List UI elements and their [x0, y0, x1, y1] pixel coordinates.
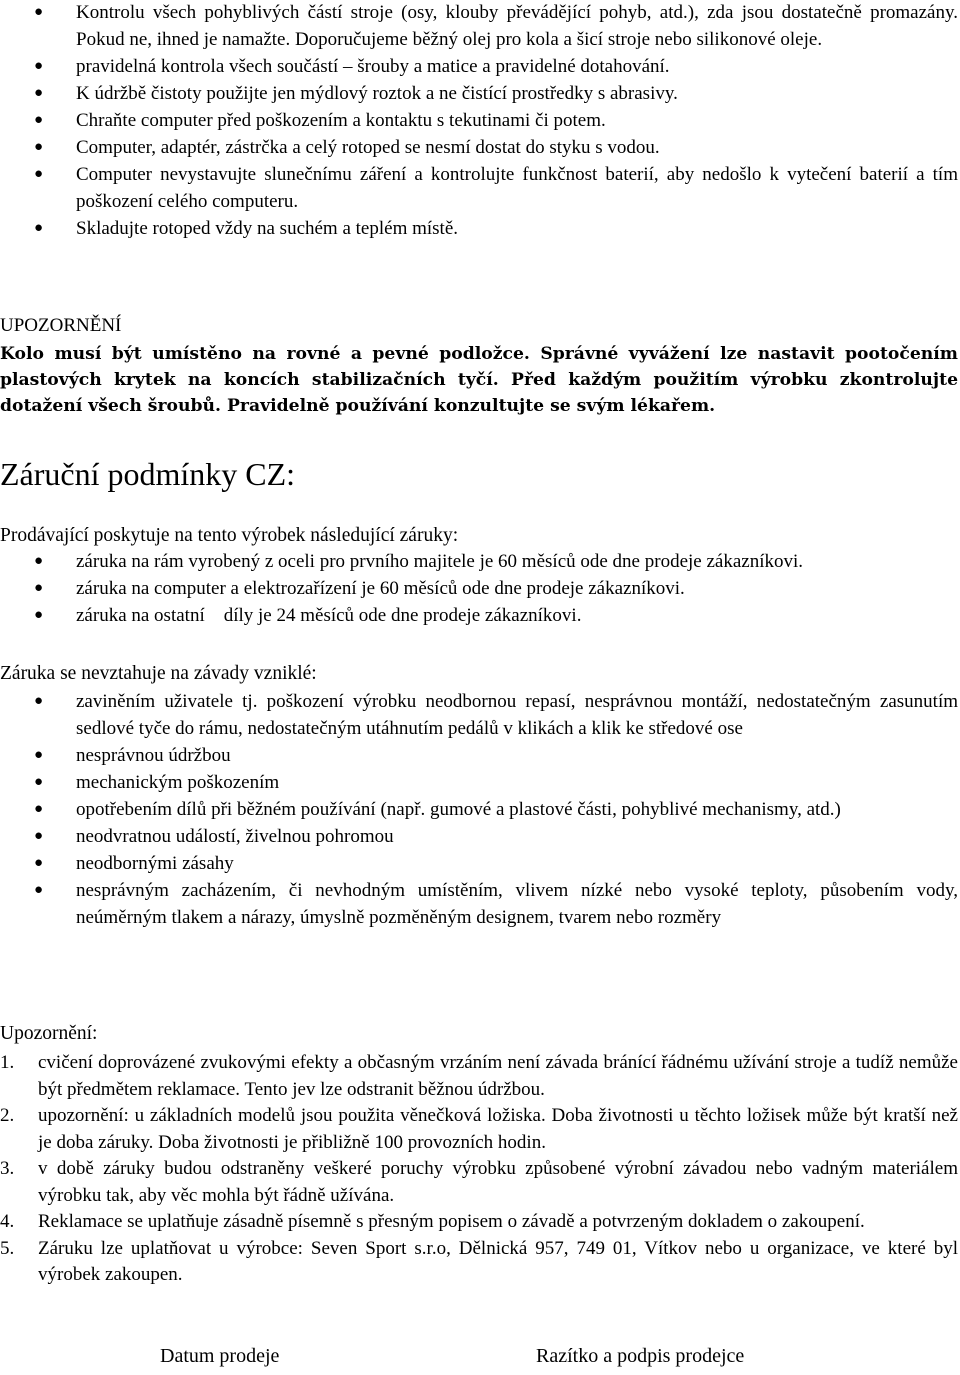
- bullet-icon: ●: [34, 4, 44, 20]
- list-item: ● Chraňte computer před poškozením a kontaktu s tekutinami či potem.: [0, 107, 960, 134]
- list-item: ● mechanickým poškozením: [0, 769, 960, 796]
- bullet-icon: ●: [34, 58, 44, 74]
- notice-title: Upozornění:: [0, 1023, 98, 1044]
- list-item: ● K údržbě čistoty použijte jen mýdlový roztok a ne čistící prostředky s abrasivy.: [0, 80, 960, 107]
- bullet-icon: ●: [34, 747, 44, 763]
- list-item: ● opotřebením dílů při běžném používání (např. gumové a plastové části, pohyblivé mechanismy, atd.): [0, 796, 960, 823]
- list-item: ● Kontrolu všech pohyblivých částí stroje (osy, klouby převádějící pohyb, atd.), zda jsou dostatečně promazány. Pokud ne, ihned je namažte. Doporučujeme běžný olej pro kola a šicí stroje nebo silikonové oleje.: [0, 0, 960, 53]
- item-number: 3.: [0, 1158, 15, 1179]
- sale-date-label: Datum prodeje: [160, 1345, 280, 1367]
- item-number: 5.: [0, 1237, 15, 1259]
- list-item: ● neodbornými zásahy: [0, 850, 960, 877]
- item-number: 4.: [0, 1211, 15, 1232]
- bullet-icon: ●: [34, 139, 44, 155]
- bullet-icon: ●: [34, 112, 44, 128]
- list-item: ● Computer nevystavujte slunečnímu záření a kontrolujte funkčnost baterií, aby nedošlo k vytečení baterií a tím poškození celého computeru.: [0, 161, 960, 215]
- list-item: 5. Záruku lze uplatňovat u výrobce: Seven Sport s.r.o, Dělnická 957, 749 01, Vítkov nebo u organizace, ve které byl výrobek zakoupen.: [0, 1237, 958, 1285]
- list-item: ● záruka na ostatní díly je 24 měsíců ode dne prodeje zákazníkovi.: [0, 602, 960, 629]
- list-item: ● záruka na computer a elektrozařízení je 60 měsíců ode dne prodeje zákazníkovi.: [0, 575, 960, 602]
- warranty-excluded-list: [0, 688, 960, 931]
- warning-title: UPOZORNĚNÍ: [0, 315, 122, 336]
- bullet-icon: ●: [34, 607, 44, 623]
- list-item: ● Computer, adaptér, zástrčka a celý rotoped se nesmí dostat do styku s vodou.: [0, 134, 960, 161]
- list-item: ● nesprávným zacházením, či nevhodným umístěním, vlivem nízké nebo vysoké teploty, působením vody, neúměrným tlakem a nárazy, úmyslně pozměněným designem, tvarem nebo rozměry: [0, 877, 960, 931]
- bullet-icon: ●: [34, 85, 44, 101]
- care-instructions-list: [0, 0, 960, 242]
- item-number: 1.: [0, 1052, 15, 1073]
- list-item: ● neodvratnou událostí, živelnou pohromou: [0, 823, 960, 850]
- list-item: ● zaviněním uživatele tj. poškození výrobku neodbornou repasí, nesprávnou montáží, nedostatečným zasunutím sedlové tyče do rámu, nedostatečným utáhnutím pedálů v klikách a klik ke středové ose: [0, 688, 960, 742]
- bullet-icon: ●: [34, 828, 44, 844]
- list-item: 3. v době záruky budou odstraněny veškeré poruchy výrobku způsobené výrobní závadou nebo vadným materiálem výrobku tak, aby věc mohla být řádně užívána.: [0, 1158, 958, 1206]
- list-item: ● nesprávnou údržbou: [0, 742, 960, 769]
- warning-text: Kolo musí být umístěno na rovné a pevné podložce. Správné vyvážení lze nastavit pootočením plastových krytek na koncích stabilizačních tyčí. Před každým použitím výrobku zkontrolujte dotažení všech šroubů. Pravidelně používání konzultujte se svým lékařem.: [0, 344, 958, 416]
- list-item: ● pravidelná kontrola všech součástí – šrouby a matice a pravidelné dotahování.: [0, 53, 960, 80]
- notice-list: [0, 1050, 960, 1289]
- warranty-excluded-title: Záruka se nevztahuje na závady vzniklé:: [0, 663, 317, 684]
- bullet-icon: ●: [34, 166, 44, 182]
- bullet-icon: ●: [34, 220, 44, 236]
- list-item: ● Skladujte rotoped vždy na suchém a teplém místě.: [0, 215, 960, 242]
- bullet-icon: ●: [34, 774, 44, 790]
- list-item: 2. upozornění: u základních modelů jsou použita věnečková ložiska. Doba životnosti u těchto ložisek může být kratší než je doba záruky. Doba životnosti je přibližně 100 provozních hodin.: [0, 1105, 958, 1153]
- warranty-heading: Záruční podmínky CZ:: [0, 456, 296, 492]
- list-item: 1. cvičení doprovázené zvukovými efekty a občasným vrzáním není závada bránící řádnému užívání stroje a tudíž nemůže být předmětem reklamace. Tento jev lze odstranit běžnou údržbou.: [0, 1052, 958, 1100]
- list-item: 4. Reklamace se uplatňuje zásadně písemně s přesným popisem o závadě a potvrzeným dokladem o zakoupení.: [0, 1209, 960, 1236]
- list-item: ● záruka na rám vyrobený z oceli pro prvního majitele je 60 měsíců ode dne prodeje zákazníkovi.: [0, 548, 960, 575]
- bullet-icon: ●: [34, 801, 44, 817]
- item-number: 2.: [0, 1105, 15, 1126]
- warranty-provides-list: [0, 548, 960, 629]
- bullet-icon: ●: [34, 882, 44, 898]
- bullet-icon: ●: [34, 580, 44, 596]
- bullet-icon: ●: [34, 855, 44, 871]
- warranty-provides-title: Prodávající poskytuje na tento výrobek následující záruky:: [0, 525, 459, 546]
- seller-stamp-label: Razítko a podpis prodejce: [536, 1345, 745, 1367]
- bullet-icon: ●: [34, 553, 44, 569]
- bullet-icon: ●: [34, 693, 44, 709]
